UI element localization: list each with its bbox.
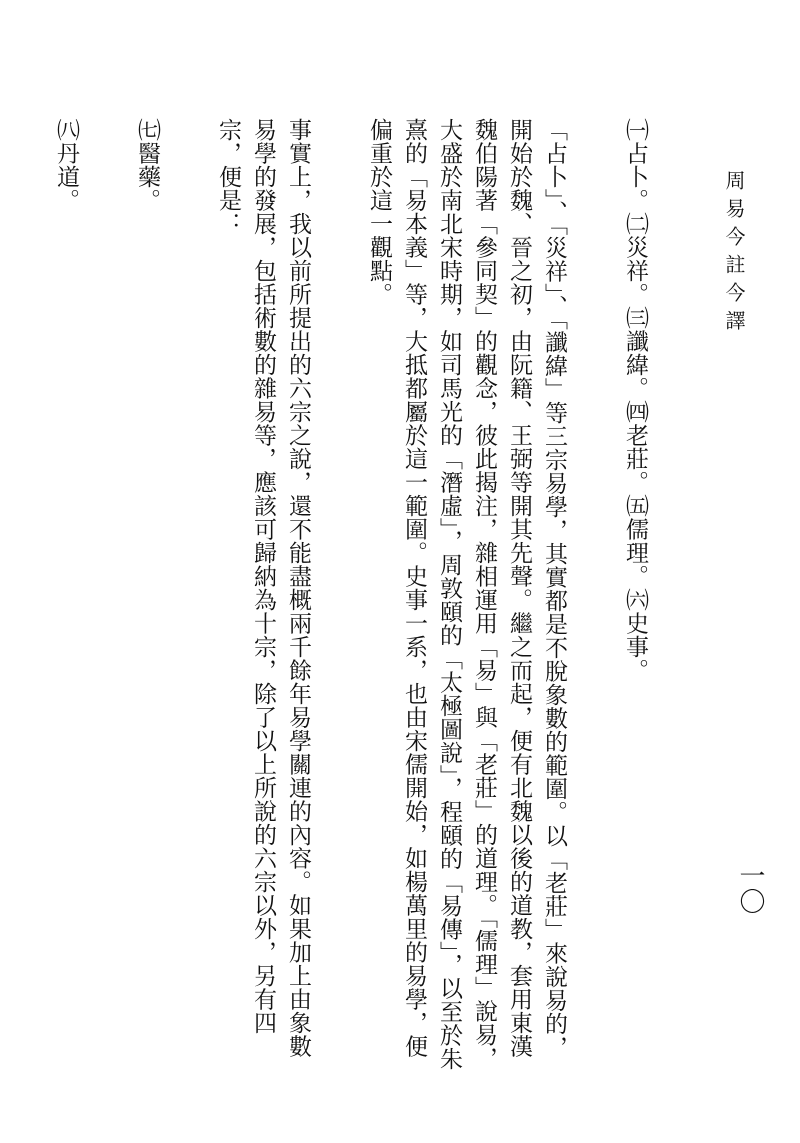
paragraph-six-schools: 「占卜」、「災祥」、「讖緯」等三宗易學，其實都是不脫象數的範圍。以「老莊」來說易的，開始於魏、晉之初，由阮籍、王弼等開其先聲。繼之而起，便有北魏以後的道教，套用東漢魏伯陽著「參同契」的觀念，彼此揭注，雜相運用「易」與「老莊」的道理。「儒理」說易，大盛於南北宋時期，如司馬光的「潛虛」，周敦頤的「太極圖說」，程頤的「易傳」，以至於朱熹的「易本義」等，大抵都屬於這一範圍。史事一系，也由宋儒開始，如楊萬里的易學，便偏重於這一觀點。 (366, 118, 567, 1071)
page-number: 一〇 (735, 862, 765, 914)
school-item-7: ㈦醫藥。 (134, 118, 160, 212)
school-list-1-6: ㈠占卜。㈡災祥。㈢讖緯。㈣老莊。㈤儒理。㈥史事。 (622, 118, 648, 682)
school-item-9 (0, 118, 2, 1078)
running-header: 周易今註今譯 (722, 170, 746, 338)
main-text (22, 118, 652, 1078)
paragraph-ten-schools: 事實上，我以前所提出的六宗之說，還不能盡概兩千餘年易學關連的內容。如果加上由象數易學的發展，包括術數的雜易等，應該可歸納為十宗，除了以上所說的六宗以外，另有四宗，便是： (215, 118, 311, 1058)
school-item-8: ㈧丹道。 (53, 118, 79, 212)
